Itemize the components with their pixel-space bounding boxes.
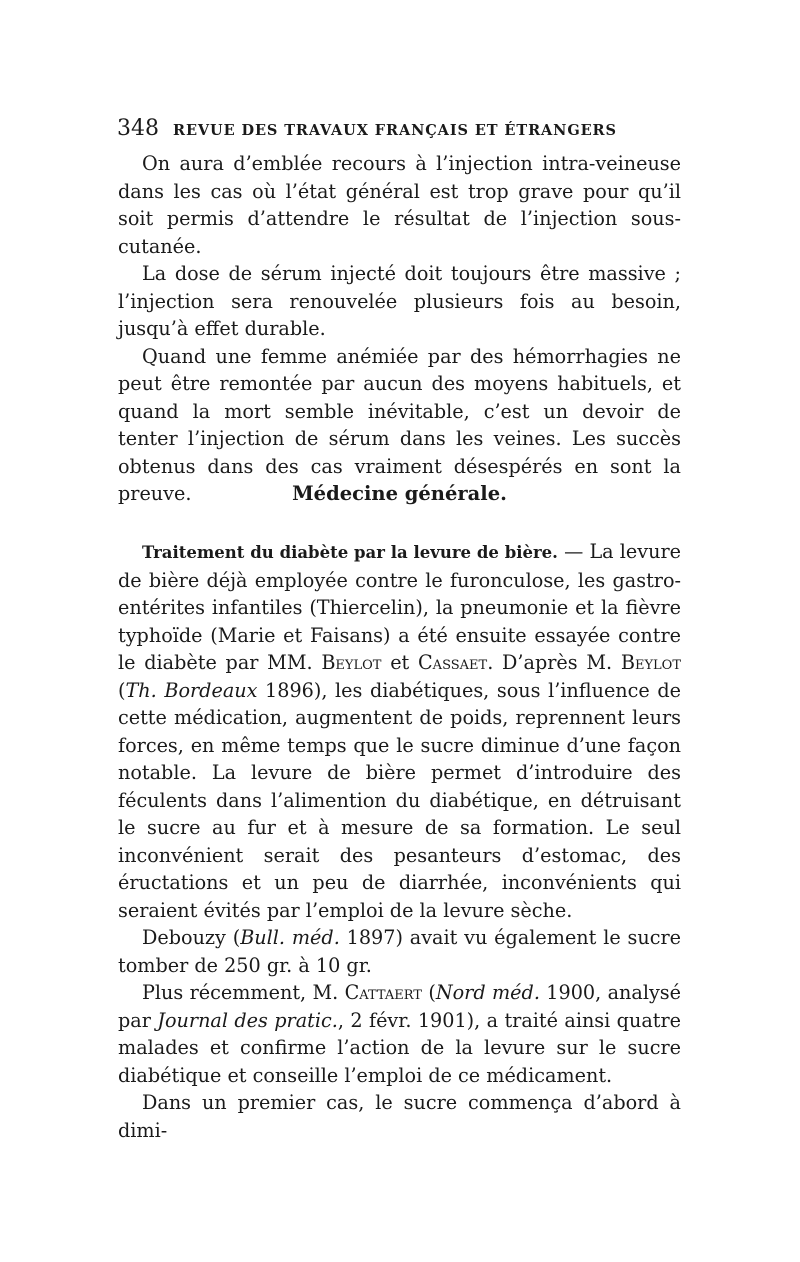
author-name: Beylot [620,651,681,674]
article-paragraph: Dans un premier cas, le sucre commença d’abord à dimi- [118,1091,681,1142]
text-run: — La levure de bière déjà employée contre le furonculose, les gastro-entérites infantiles (Thiercelin), la pneumonie et la fièvre typhoïde (Marie et Faisans) a été ensuite essayée contre le diabète par MM. [118,540,681,674]
author-name: Beylot [321,651,382,674]
article-paragraph [118,538,681,924]
reference-title: Nord méd. [435,981,540,1004]
section-heading: Médecine générale. [292,482,507,505]
paragraph: On aura d’emblée recours à l’injection intra-veineuse dans les cas où l’état général est trop grave pour qu’il soit permis d’attendre le résultat de l’injection sous-cutanée. [118,152,681,258]
text-run: Debouzy ( [142,926,241,949]
text-run: 1896), les diabétiques, sous l’influence de cette médication, augmentent de poids, reprennent leurs forces, en même temps que le sucre diminue d’une façon notable. La levure de bière permet d’introduire des féculents dans l’alimention du diabétique, en détruisant le sucre au fur et à mesure de sa formation. Le seul inconvénient serait des pesanteurs d’estomac, des éructations et un peu de diarrhée, inconvénients qui seraient évités par l’emploi de la levure sèche. [118,678,681,922]
article-paragraph [118,924,681,979]
reference-title: Bull. méd. [240,926,340,949]
reference-title: Journal des pratic. [157,1008,338,1032]
article-title: Traitement du diabète par la levure de bière. [142,543,558,562]
text-run: Plus récemment, M. [142,981,345,1004]
page-header [117,116,697,146]
text-run: , 2 févr. 1901), a traité ainsi quatre malades et confirme l’action de la levure sur le sucre diabétique et conseille l’emploi de ce médicament. [118,1008,682,1087]
reference-title: Th. Bordeaux [125,678,258,702]
continued-text [118,150,681,508]
author-name: Cattaert [344,981,422,1004]
text-run: 1900, analysé par [118,981,681,1032]
article [118,538,681,1144]
paragraph: La dose de sérum injecté doit toujours être massive ; l’injection sera renouvelée plusieurs fois au besoin, jusqu’à effet durable. [118,262,681,340]
text-run: . D’après M. [487,651,621,674]
article-paragraph [118,979,681,1089]
author-name: Cassaet [418,651,488,674]
page-number: 348 [117,116,159,141]
running-title: REVUE DES TRAVAUX FRANÇAIS ET ÉTRANGERS [173,122,617,139]
text-run: 1897) avait vu également le sucre tomber de 250 gr. à 10 gr. [118,926,681,977]
text-run: et [381,651,418,674]
text-run: ( [421,981,436,1004]
text-run: ( [118,678,126,702]
paragraph: Quand une femme anémiée par des hémorrhagies ne peut être remontée par aucun des moyens habituels, et quand la mort semble inévitable, c’est un devoir de tenter l’injection de sérum dans les veines. Les succès obtenus dans des cas vraiment désespérés en sont la preuve. [118,344,681,505]
